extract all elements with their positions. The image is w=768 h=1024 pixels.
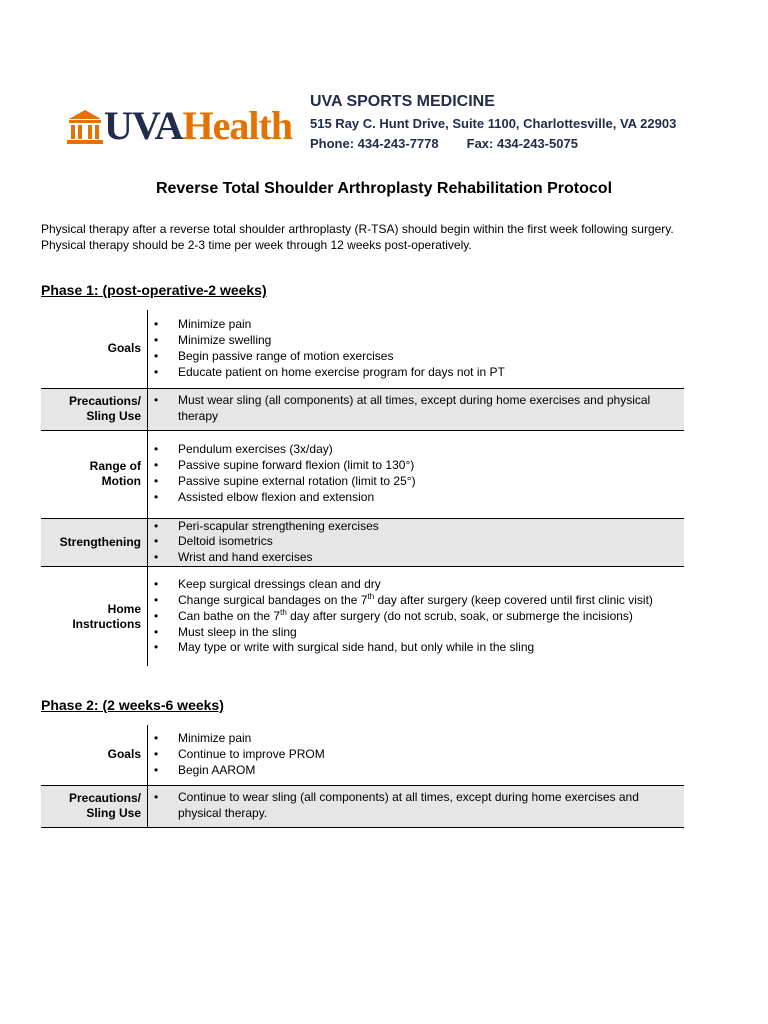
list-item: • Minimize pain — [148, 317, 672, 333]
org-name: UVA SPORTS MEDICINE — [310, 93, 495, 110]
row-content — [148, 725, 685, 785]
phase1-precautions-row — [41, 388, 684, 430]
uva-health-logo — [66, 104, 292, 148]
list-item: • Continue to improve PROM — [148, 747, 672, 763]
ordinal-suffix: th — [280, 607, 287, 617]
org-phone: Phone: 434-243-7778 — [310, 136, 439, 151]
row-label — [41, 430, 148, 518]
page-title: Reverse Total Shoulder Arthroplasty Rehabilitation Protocol — [155, 180, 613, 197]
page-header — [66, 92, 726, 152]
row-label-line: Sling Use — [86, 806, 141, 820]
list-item: • Must sleep in the sling — [148, 625, 672, 641]
ordinal-suffix: th — [367, 591, 375, 601]
phase1-strengthening-row — [41, 518, 684, 566]
list-item: • Keep surgical dressings clean and dry — [148, 577, 672, 593]
phase2-table — [41, 725, 684, 828]
intro-line: Physical therapy should be 2-3 time per week through 12 weeks post-operatively. — [41, 238, 472, 252]
row-label-line: Motion — [101, 474, 141, 488]
phase1-home-row — [41, 566, 684, 666]
list-item-text: Can bathe on the 7 — [178, 608, 281, 623]
list-item: • Pendulum exercises (3x/day) — [148, 442, 672, 458]
list-item: • Continue to wear sling (all components) at all times, except during home exercises and physical therapy. — [148, 790, 672, 822]
list-item: • Minimize pain — [148, 731, 672, 747]
row-content — [148, 785, 685, 827]
row-label: Goals — [41, 310, 148, 388]
row-label — [41, 785, 148, 827]
list-item: • Peri-scapular strengthening exercises — [148, 519, 672, 535]
list-item: • Begin AAROM — [148, 763, 672, 779]
phase1-goals-row — [41, 310, 684, 388]
intro-line: Physical therapy after a reverse total shoulder arthroplasty (R-TSA) should begin within the first week following surgery. — [41, 222, 674, 236]
phase2-precautions-row — [41, 785, 684, 827]
row-content — [148, 310, 685, 388]
row-content — [148, 430, 685, 518]
list-item: • Educate patient on home exercise program for days not in PT — [148, 365, 672, 381]
phase1-heading: Phase 1: (post-operative-2 weeks) — [41, 282, 267, 298]
row-label — [41, 388, 148, 430]
phase1-table — [41, 310, 684, 666]
list-item: • Assisted elbow flexion and extension — [148, 490, 672, 506]
org-address: 515 Ray C. Hunt Drive, Suite 1100, Charlottesville, VA 22903 — [310, 116, 677, 131]
row-content — [148, 566, 685, 666]
phase1-rom-row — [41, 430, 684, 518]
row-label-line: Instructions — [72, 616, 141, 631]
org-contact — [310, 135, 676, 152]
row-content — [148, 388, 685, 430]
list-item: • Minimize swelling — [148, 333, 672, 349]
list-item — [148, 593, 672, 609]
list-item: • Deltoid isometrics — [148, 534, 672, 550]
phase2-goals-row — [41, 725, 684, 785]
row-label-line: Sling Use — [86, 409, 141, 423]
row-label-line: Range of — [89, 459, 141, 473]
logo-uva-text: UVA — [104, 103, 183, 148]
row-label-line: Precautions/ — [68, 394, 141, 408]
row-label — [41, 566, 148, 666]
row-label-line: Home — [107, 601, 141, 616]
list-item-text: day after surgery (keep covered until first clinic visit) — [374, 592, 653, 607]
list-item: • May type or write with surgical side hand, but only while in the sling — [148, 640, 672, 656]
org-info — [310, 92, 676, 152]
intro-paragraph — [41, 221, 731, 253]
list-item: • Must wear sling (all components) at all times, except during home exercises and physical therapy — [148, 393, 672, 425]
rotunda-icon — [66, 107, 104, 145]
list-item-text: Change surgical bandages on the 7 — [178, 592, 368, 607]
list-item: • Wrist and hand exercises — [148, 550, 672, 566]
row-label: Goals — [41, 725, 148, 785]
row-label: Strengthening — [41, 518, 148, 566]
phase2-heading: Phase 2: (2 weeks-6 weeks) — [41, 697, 224, 713]
list-item — [148, 609, 672, 625]
list-item: • Passive supine forward flexion (limit to 130°) — [148, 458, 672, 474]
list-item: • Passive supine external rotation (limit to 25°) — [148, 474, 672, 490]
org-fax: Fax: 434-243-5075 — [466, 136, 578, 151]
list-item: • Begin passive range of motion exercises — [148, 349, 672, 365]
row-label-line: Precautions/ — [68, 791, 141, 805]
list-item-text: day after surgery (do not scrub, soak, or submerge the incisions) — [286, 608, 633, 623]
row-content — [148, 518, 685, 566]
logo-health-text: Health — [182, 103, 293, 148]
